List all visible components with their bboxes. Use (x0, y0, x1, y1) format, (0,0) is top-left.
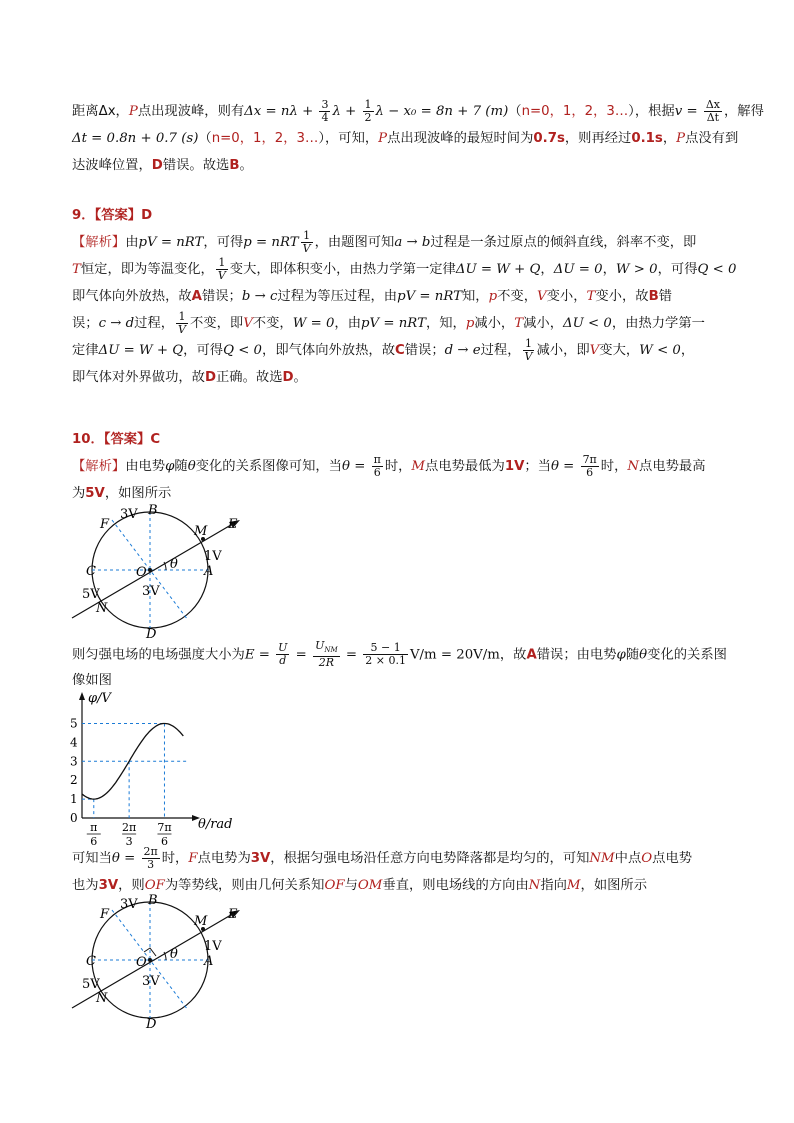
q8-line-2 (72, 125, 739, 152)
label-c: C (86, 564, 96, 579)
equation: = (341, 647, 362, 663)
text: 错误。故选 (162, 158, 230, 173)
text: p (465, 316, 475, 331)
text: NM (589, 851, 615, 866)
text: ，可得 (183, 343, 224, 358)
text: 时， (600, 459, 628, 474)
numerator: 1 (523, 338, 535, 351)
numerator: 1 (216, 257, 228, 270)
q10-line-1 (72, 453, 722, 480)
text: ，知， (425, 316, 466, 331)
q9-line-5 (72, 337, 722, 364)
label-n: N (96, 601, 108, 616)
denominator: V (178, 322, 186, 336)
text: 减小， (474, 316, 515, 331)
label-a: A (204, 954, 214, 969)
text: 指向 (540, 878, 567, 893)
denominator: 4 (321, 110, 329, 124)
numerator: 1 (176, 311, 188, 324)
label-b: B (148, 893, 158, 908)
equation: v = (674, 104, 702, 119)
text: ，由热力学第一 (611, 316, 705, 331)
denominator: V (217, 268, 226, 282)
equation: d → e (444, 343, 481, 358)
fraction (523, 338, 535, 363)
text: 变大， (599, 343, 640, 358)
equation: Q < 0 (223, 343, 263, 358)
x-axis-label: θ/rad (198, 817, 233, 832)
text: ，如图所示 (580, 878, 648, 893)
text: 3V (250, 851, 271, 866)
equation: = (291, 647, 312, 663)
text: 不变， (497, 289, 538, 304)
label-f: F (100, 907, 110, 922)
q10-line-5 (72, 845, 722, 872)
fraction (276, 642, 289, 667)
equation: λ − x₀ = 8n + 7 (m) (375, 104, 509, 119)
text: 变大，即体积变小，由热力学第一定律 (229, 262, 456, 277)
label-3v-mid: 3V (142, 974, 160, 989)
label-d: D (146, 627, 157, 642)
q8-line-1 (72, 97, 764, 125)
denominator: 3 (147, 857, 155, 871)
q9-line-1 (72, 229, 722, 256)
q10-formula-section (72, 639, 727, 694)
equation: θ = (550, 459, 579, 474)
text: 过程， (480, 343, 521, 358)
label-5v: 5V (82, 587, 100, 602)
circle-figure-1 (70, 500, 250, 640)
text: p (488, 289, 498, 304)
text: 为 (72, 486, 86, 501)
equation: ΔU < 0 (563, 316, 612, 331)
text: 误； (72, 316, 99, 331)
text: 不变，即 (190, 316, 244, 331)
fraction (176, 311, 188, 336)
text: D (282, 370, 294, 385)
q10-section (72, 426, 722, 507)
text: 知， (462, 289, 489, 304)
fraction (704, 99, 722, 124)
numerator: 2π (143, 844, 158, 858)
text: 随 (625, 647, 640, 663)
text: 点电势最低为 (425, 459, 505, 474)
equation: θ = (341, 459, 370, 474)
text: 定律 (72, 343, 99, 358)
text: 为等势线，则由几何关系知 (164, 878, 325, 893)
label-1v: 1V (204, 549, 222, 564)
center-point (148, 568, 152, 572)
denominator: Δt (706, 110, 720, 124)
numerator: U (278, 641, 288, 655)
text: T (72, 262, 81, 277)
label-n: N (96, 991, 108, 1006)
q8-line-3 (72, 152, 722, 179)
fraction (301, 230, 313, 255)
text: D (151, 158, 163, 173)
equation: c → d (98, 316, 135, 331)
q10-line-3 (72, 639, 727, 670)
equation: Q < 0 (697, 262, 737, 277)
text: ，由题图可知 (314, 235, 395, 250)
text: ），根据 (628, 104, 675, 119)
equation: E = (244, 647, 275, 663)
y-tick-label-3: 3 (70, 754, 78, 769)
text: 达波峰位置， (72, 158, 152, 173)
fraction (581, 454, 599, 479)
denominator: 2 (364, 110, 372, 124)
text: 过程为等压过程，由 (277, 289, 398, 304)
text: 则匀强电场的电场强度大小为 (72, 647, 245, 663)
numerator: π (373, 452, 381, 466)
text: φ (616, 647, 626, 663)
text: 时， (161, 851, 189, 866)
text: 错误；由电势 (536, 647, 617, 663)
text: （ (198, 131, 212, 146)
text: 变化的关系图 (647, 647, 727, 663)
label-e: E (228, 907, 238, 922)
text: 距离Δx， (72, 104, 129, 119)
text: n=0，1，2，3… (521, 104, 629, 119)
text: O (641, 851, 653, 866)
fraction (363, 642, 408, 667)
text: C (395, 343, 405, 358)
numerator: 1 (364, 97, 372, 111)
text: 错误； (404, 343, 445, 358)
label-d: D (146, 1017, 157, 1032)
y-axis-arrow-icon (79, 692, 85, 700)
q9-line-3 (72, 283, 722, 310)
x-tick-num-0: π (90, 821, 98, 834)
text: 垂直，则电场线的方向由 (382, 878, 529, 893)
text: 过程是一条过原点的倾斜直线，斜率不变，即 (430, 235, 697, 250)
x-tick-den-2: 6 (160, 835, 168, 848)
y-tick-label-4: 4 (70, 735, 78, 750)
label-o: O (136, 565, 147, 580)
text: 过程， (134, 316, 175, 331)
text: M (411, 459, 426, 474)
label-m: M (194, 914, 208, 929)
equation: Δt = 0.8n + 0.7 (s) (72, 131, 199, 146)
numerator: 7π (582, 452, 597, 466)
fraction (313, 640, 340, 669)
text: ），可知， (318, 131, 379, 146)
analysis-tag: 【解析】 (72, 235, 126, 250)
label-theta: θ (170, 947, 178, 962)
label-3v-top: 3V (120, 507, 138, 522)
text: B (229, 158, 240, 173)
text: 点电势为 (197, 851, 251, 866)
text: θ (187, 459, 196, 474)
x-tick-num-1: 2π (122, 821, 137, 834)
text: 即气体向外放热，故 (72, 289, 192, 304)
text: OF (144, 878, 165, 893)
text: M (566, 878, 581, 893)
equation: W = 0 (292, 316, 335, 331)
text: N (528, 878, 541, 893)
text: 点出现波峰，则有 (137, 104, 245, 119)
text: A (526, 647, 537, 663)
text: 0.1s (631, 131, 663, 146)
center-point (148, 958, 152, 962)
text: φ (165, 459, 175, 474)
text: P (676, 131, 686, 146)
text: ，故 (499, 647, 527, 663)
q9-line-4 (72, 310, 722, 337)
equation: W > 0 (615, 262, 658, 277)
text: V (589, 343, 600, 358)
text: ， (662, 131, 677, 146)
text: 变小，故 (595, 289, 649, 304)
q9-line-2 (72, 255, 737, 283)
label-b: B (148, 503, 158, 518)
text: 错误； (201, 289, 242, 304)
denominator: 2R (318, 656, 334, 670)
label-1v: 1V (204, 939, 222, 954)
text: D (204, 370, 217, 385)
y-tick-label-5: 5 (70, 716, 78, 731)
label-o: O (136, 955, 147, 970)
text: P (128, 104, 138, 119)
denominator: d (279, 654, 287, 668)
text: 正确。故选 (216, 370, 283, 385)
text: ，由 (334, 316, 362, 331)
text: ；当 (524, 459, 551, 474)
numerator: 3 (321, 97, 329, 111)
text: T (514, 316, 524, 331)
text: 变小， (546, 289, 587, 304)
fraction (142, 846, 160, 871)
equation: λ + (332, 104, 361, 119)
q8-continuation (72, 97, 764, 179)
label-a: A (204, 564, 214, 579)
equation: θ = (111, 851, 140, 866)
text: 。 (239, 158, 253, 173)
text: P (378, 131, 388, 146)
circle-figure-2 (70, 890, 250, 1030)
text: ，如图所示 (104, 486, 172, 501)
text: （ (508, 104, 522, 119)
q10-answer-heading: 10．【答案】C (72, 432, 161, 447)
text: OM (357, 878, 383, 893)
label-theta: θ (170, 557, 178, 572)
fraction (363, 99, 374, 124)
text: θ (639, 647, 648, 663)
text: 减小， (523, 316, 563, 331)
text: 随 (174, 459, 188, 474)
analysis-tag: 【解析】 (72, 459, 126, 474)
text: N (627, 459, 640, 474)
label-5v: 5V (82, 977, 100, 992)
equation: W < 0 (639, 343, 681, 358)
text: OF (324, 878, 345, 893)
y-tick-label-1: 1 (70, 792, 78, 807)
text: 1V (504, 459, 525, 474)
q9-line-6 (72, 364, 722, 391)
x-tick-den-1: 3 (125, 835, 133, 848)
denominator: V (302, 241, 311, 255)
text: 也为 (72, 878, 99, 893)
text: 5V (85, 486, 105, 501)
y-tick-label-0: 0 (70, 811, 78, 825)
text: ，可得 (657, 262, 698, 277)
text: 减小，即 (536, 343, 590, 358)
text: ，根据匀强电场沿任意方向电势降落都是均匀的，可知 (270, 851, 590, 866)
equation: ΔU = 0 (553, 262, 603, 277)
text: A (191, 289, 202, 304)
phi-theta-chart (70, 690, 240, 848)
denominator: V (524, 349, 533, 363)
text: 变化的关系图像可知，当 (195, 459, 342, 474)
equation: ΔU = W + Q (98, 343, 184, 358)
text: 。 (293, 370, 307, 385)
equation: pV = nRT (361, 316, 426, 331)
text: 点出现波峰的最短时间为 (387, 131, 534, 146)
q9-section (72, 202, 737, 391)
text: V (243, 316, 253, 331)
text: 由 (125, 235, 139, 250)
y-tick-label-2: 2 (70, 773, 78, 788)
denominator: 6 (586, 465, 594, 479)
equation: pV = nRT (397, 289, 463, 304)
equation: a → b (394, 235, 431, 250)
x-tick-den-0: 6 (90, 835, 98, 848)
label-3v-mid: 3V (142, 584, 160, 599)
label-e: E (228, 517, 238, 532)
label-m: M (194, 524, 208, 539)
label-3v-top: 3V (120, 897, 138, 912)
text: 点电势 (652, 851, 693, 866)
equation: p = nRT (243, 235, 299, 250)
text: B (648, 289, 659, 304)
text: F (188, 851, 198, 866)
text: T (586, 289, 596, 304)
text: 由电势 (125, 459, 166, 474)
text: ，解得 (723, 104, 764, 119)
numerator: 1 (301, 230, 313, 243)
text: n=0，1，2，3… (211, 131, 319, 146)
text: ，则再经过 (564, 131, 632, 146)
subscript: NM (324, 646, 338, 655)
text: ， (602, 262, 616, 277)
numerator: U (315, 639, 325, 652)
text: ，即气体向外放热，故 (262, 343, 395, 358)
equation: ΔU = W + Q (455, 262, 541, 277)
equation: b → c (241, 289, 278, 304)
text: ，可得 (203, 235, 244, 250)
x-tick-num-2: 7π (157, 821, 172, 834)
text: 可知当 (72, 851, 112, 866)
fraction (372, 454, 383, 479)
equation: pV = nRT (138, 235, 204, 250)
text: 中点 (614, 851, 642, 866)
denominator: 2 × 0.1 (365, 654, 406, 668)
label-f: F (100, 517, 110, 532)
text: 恒定，即为等温变化， (80, 262, 214, 277)
text: V (537, 289, 547, 304)
fraction (216, 257, 228, 282)
denominator: 6 (373, 465, 381, 479)
text: ， (680, 343, 695, 358)
text: 3V (98, 878, 119, 893)
text: 与 (344, 878, 358, 893)
q10-line-4: 像如图 (72, 673, 112, 688)
fraction (319, 99, 330, 124)
equation: V/m = 20V/m (409, 647, 500, 663)
text: ，则 (118, 878, 145, 893)
y-axis-label: φ/V (88, 691, 111, 706)
text: 点没有到 (685, 131, 739, 146)
text: 错 (658, 289, 673, 304)
numerator: 5 − 1 (363, 642, 408, 655)
numerator: Δx (705, 97, 720, 111)
text: 0.7s (533, 131, 565, 146)
label-c: C (86, 954, 96, 969)
text: 即气体对外界做功，故 (72, 370, 205, 385)
equation: Δx = nλ + (244, 104, 318, 119)
text: 不变， (252, 316, 293, 331)
q9-answer-heading: 9．【答案】D (72, 208, 153, 223)
text: 时， (384, 459, 412, 474)
text: 点电势最高 (639, 459, 706, 474)
text: ， (540, 262, 554, 277)
